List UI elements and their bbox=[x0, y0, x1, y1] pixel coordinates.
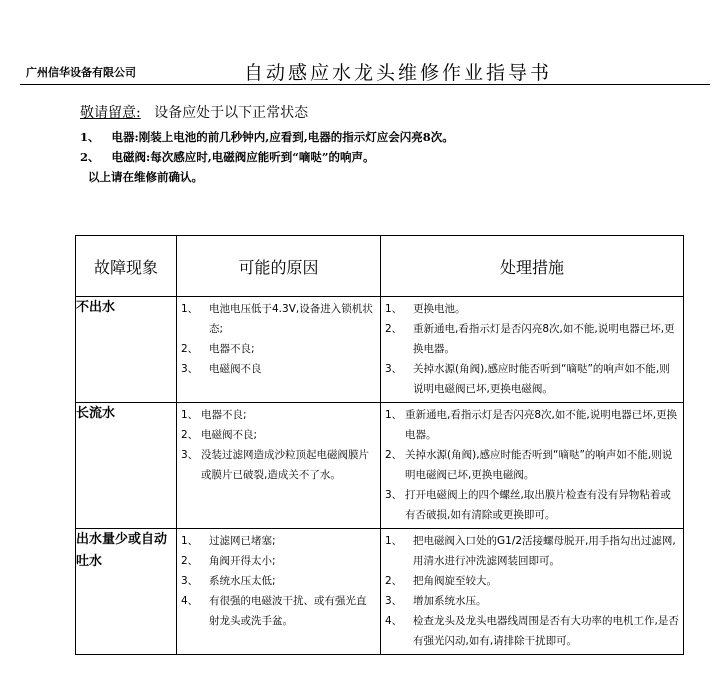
action-item: 2、 把角阀旋至较大。 bbox=[385, 575, 497, 587]
causes-cell bbox=[177, 297, 381, 403]
cause-item: 3、 系统水压太低; bbox=[181, 575, 276, 587]
notice-label: 敬请留意: bbox=[80, 105, 141, 121]
phenomenon-cell: 不出水 bbox=[76, 297, 177, 403]
table-row bbox=[76, 529, 684, 655]
action-item: 2、 重新通电,看指示灯是否闪亮8次,如不能,说明电器已坏,更换电器。 bbox=[385, 323, 675, 355]
header-causes: 可能的原因 bbox=[177, 236, 381, 297]
cause-item: 1、 过滤网已堵塞; bbox=[181, 535, 276, 547]
table-row bbox=[76, 297, 684, 403]
header-actions: 处理措施 bbox=[381, 236, 684, 297]
notice-heading bbox=[80, 103, 454, 123]
cause-item: 2、 角阀开得太小; bbox=[181, 555, 276, 567]
notice-item-num: 1、 bbox=[80, 130, 100, 144]
action-item: 1、 重新通电,看指示灯是否闪亮8次,如不能,说明电器已坏,更换电器。 bbox=[385, 409, 678, 441]
company-name: 广州信华设备有限公司 bbox=[26, 66, 136, 79]
causes-cell bbox=[177, 403, 381, 529]
notice-state: 设备应处于以下正常状态 bbox=[154, 105, 309, 121]
cause-item: 2、 电器不良; bbox=[181, 343, 255, 355]
phenomenon-cell: 出水量少或自动吐水 bbox=[76, 529, 177, 655]
notice-section bbox=[80, 103, 454, 187]
troubleshooting-table bbox=[75, 235, 684, 655]
document-title: 自动感应水龙头维修作业指导书 bbox=[244, 62, 553, 84]
cause-item: 3、 没装过滤网造成沙粒顶起电磁阀膜片或膜片已破裂,造成关不了水。 bbox=[181, 449, 369, 481]
actions-cell bbox=[381, 529, 684, 655]
phenomenon-cell: 长流水 bbox=[76, 403, 177, 529]
document-header bbox=[0, 58, 728, 84]
notice-item-num: 2、 bbox=[80, 150, 100, 164]
action-item: 3、 关掉水源(角阀),感应时能否听到“嘀哒”的响声如不能,则说明电磁阀已坏,更换电磁阀。 bbox=[385, 363, 670, 395]
action-item: 1、 更换电池。 bbox=[385, 303, 466, 315]
actions-cell bbox=[381, 297, 684, 403]
action-item: 4、 检查龙头及龙头电器线周围是否有大功率的电机工作,是否有强光闪动,如有,请排除干扰即可。 bbox=[385, 615, 679, 647]
header-divider bbox=[20, 84, 710, 85]
notice-item bbox=[80, 127, 454, 147]
action-item: 2、 关掉水源(角阀),感应时能否听到“嘀哒”的响声如不能,则说明电磁阀已坏,更换电磁阀。 bbox=[385, 449, 673, 481]
table-row bbox=[76, 403, 684, 529]
cause-item: 3、 电磁阀不良 bbox=[181, 363, 262, 375]
cause-item: 1、 电器不良; bbox=[181, 409, 247, 421]
action-item: 3、 打开电磁阀上的四个螺丝,取出膜片检查有没有异物粘着或有否破损,如有清除或更换即可。 bbox=[385, 489, 671, 521]
cause-item: 1、 电池电压低于4.3V,设备进入锁机状态; bbox=[181, 303, 373, 335]
header-phenomenon: 故障现象 bbox=[76, 236, 177, 297]
notice-confirm: 以上请在维修前确认。 bbox=[88, 170, 203, 184]
action-item: 3、 增加系统水压。 bbox=[385, 595, 487, 607]
notice-item-text: 电磁阀:每次感应时,电磁阀应能听到“嘀哒”的响声。 bbox=[111, 150, 375, 164]
cause-item: 4、 有很强的电磁波干扰、或有强光直射龙头或洗手盆。 bbox=[181, 595, 367, 627]
causes-cell bbox=[177, 529, 381, 655]
action-item: 1、 把电磁阀入口处的G1/2活接螺母脱开,用手指勾出过滤网,用清水进行冲洗滤网装回即可。 bbox=[385, 535, 676, 567]
cause-item: 2、 电磁阀不良; bbox=[181, 429, 258, 441]
table-header-row bbox=[76, 236, 684, 297]
notice-item-text: 电器:刚装上电池的前几秒钟内,应看到,电器的指示灯应会闪亮8次。 bbox=[111, 130, 454, 144]
actions-cell bbox=[381, 403, 684, 529]
notice-item bbox=[80, 147, 454, 167]
